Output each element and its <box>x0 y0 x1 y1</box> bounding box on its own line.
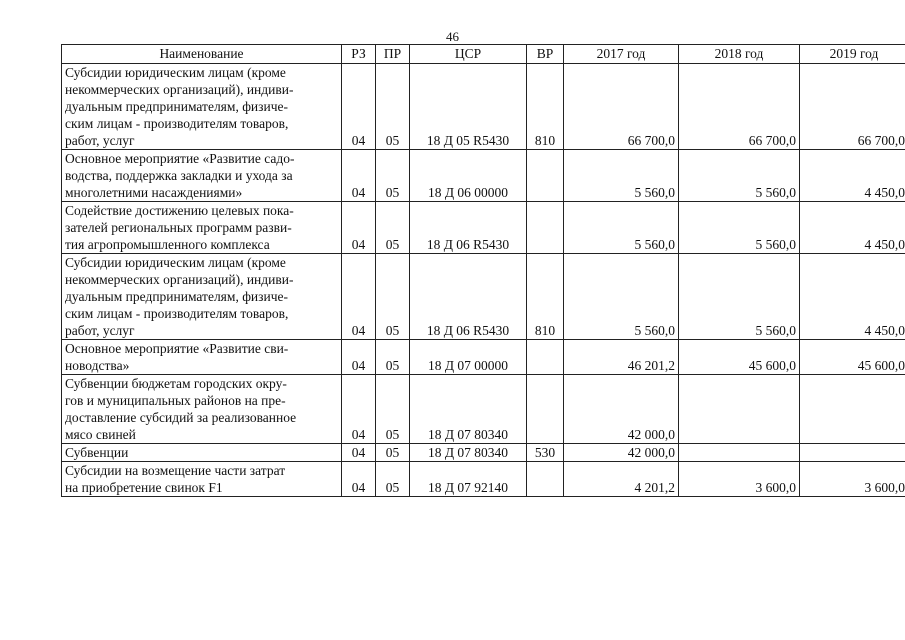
header-rz: РЗ <box>342 45 376 64</box>
row-2017: 4 201,2 <box>564 462 679 497</box>
page-number: 46 <box>446 29 459 44</box>
row-2017: 42 000,0 <box>564 444 679 462</box>
row-name: Субвенции бюджетам городских окру- гов и муниципальных районов на пре- доставление субсидий за реализованное мясо свиней <box>62 375 342 444</box>
row-2017: 5 560,0 <box>564 254 679 340</box>
row-2019: 66 700,0 <box>800 64 905 150</box>
header-2018: 2018 год <box>679 45 800 64</box>
row-vr: 530 <box>527 444 564 462</box>
header-2019: 2019 год <box>800 45 905 64</box>
row-2019 <box>800 375 905 444</box>
row-name: Субсидии на возмещение части затрат на приобретение свинок F1 <box>62 462 342 497</box>
row-2017: 5 560,0 <box>564 202 679 254</box>
header-pr: ПР <box>376 45 410 64</box>
row-2017: 66 700,0 <box>564 64 679 150</box>
header-name: Наименование <box>62 45 342 64</box>
table-row <box>62 375 905 444</box>
row-pr: 05 <box>376 150 410 202</box>
row-pr: 05 <box>376 340 410 375</box>
row-rz: 04 <box>342 462 376 497</box>
row-name: Основное мероприятие «Развитие садо- водства, поддержка закладки и ухода за многолетними насаждениями» <box>62 150 342 202</box>
row-2018: 3 600,0 <box>679 462 800 497</box>
row-2019: 4 450,0 <box>800 254 905 340</box>
header-csr: ЦСР <box>410 45 527 64</box>
table-row <box>62 64 905 150</box>
header-vr: ВР <box>527 45 564 64</box>
row-csr: 18 Д 07 80340 <box>410 375 527 444</box>
row-rz: 04 <box>342 64 376 150</box>
table-row <box>62 150 905 202</box>
row-rz: 04 <box>342 202 376 254</box>
row-csr: 18 Д 06 R5430 <box>410 254 527 340</box>
table-row <box>62 202 905 254</box>
row-2017: 46 201,2 <box>564 340 679 375</box>
row-2019 <box>800 444 905 462</box>
row-2018 <box>679 444 800 462</box>
row-vr <box>527 375 564 444</box>
row-csr: 18 Д 07 00000 <box>410 340 527 375</box>
row-2017: 42 000,0 <box>564 375 679 444</box>
row-pr: 05 <box>376 375 410 444</box>
row-name: Субсидии юридическим лицам (кроме некоммерческих организаций), индиви- дуальным предпринимателям, физиче- ским лицам - производителям товаров, работ, услуг <box>62 64 342 150</box>
row-rz: 04 <box>342 375 376 444</box>
row-pr: 05 <box>376 64 410 150</box>
row-rz: 04 <box>342 254 376 340</box>
table-row <box>62 340 905 375</box>
row-name: Основное мероприятие «Развитие сви- новодства» <box>62 340 342 375</box>
row-vr <box>527 340 564 375</box>
budget-table <box>61 44 905 497</box>
row-2018: 45 600,0 <box>679 340 800 375</box>
row-rz: 04 <box>342 340 376 375</box>
row-rz: 04 <box>342 444 376 462</box>
row-2019: 4 450,0 <box>800 202 905 254</box>
row-pr: 05 <box>376 202 410 254</box>
row-name: Содействие достижению целевых пока- зателей региональных программ разви- тия агропромышленного комплекса <box>62 202 342 254</box>
row-rz: 04 <box>342 150 376 202</box>
row-pr: 05 <box>376 462 410 497</box>
row-2019: 45 600,0 <box>800 340 905 375</box>
row-2019: 4 450,0 <box>800 150 905 202</box>
row-name: Субвенции <box>62 444 342 462</box>
row-vr <box>527 202 564 254</box>
row-pr: 05 <box>376 444 410 462</box>
row-csr: 18 Д 05 R5430 <box>410 64 527 150</box>
row-csr: 18 Д 06 00000 <box>410 150 527 202</box>
row-2019: 3 600,0 <box>800 462 905 497</box>
row-csr: 18 Д 07 92140 <box>410 462 527 497</box>
header-row <box>62 45 905 64</box>
row-name: Субсидии юридическим лицам (кроме некоммерческих организаций), индиви- дуальным предпринимателям, физиче- ским лицам - производителям товаров, работ, услуг <box>62 254 342 340</box>
row-pr: 05 <box>376 254 410 340</box>
table-row <box>62 254 905 340</box>
row-vr <box>527 150 564 202</box>
row-csr: 18 Д 06 R5430 <box>410 202 527 254</box>
row-2018 <box>679 375 800 444</box>
table-row <box>62 462 905 497</box>
row-2018: 5 560,0 <box>679 254 800 340</box>
row-2018: 5 560,0 <box>679 150 800 202</box>
row-csr: 18 Д 07 80340 <box>410 444 527 462</box>
row-vr: 810 <box>527 64 564 150</box>
row-2017: 5 560,0 <box>564 150 679 202</box>
row-2018: 5 560,0 <box>679 202 800 254</box>
row-2018: 66 700,0 <box>679 64 800 150</box>
row-vr: 810 <box>527 254 564 340</box>
header-2017: 2017 год <box>564 45 679 64</box>
table-row <box>62 444 905 462</box>
row-vr <box>527 462 564 497</box>
